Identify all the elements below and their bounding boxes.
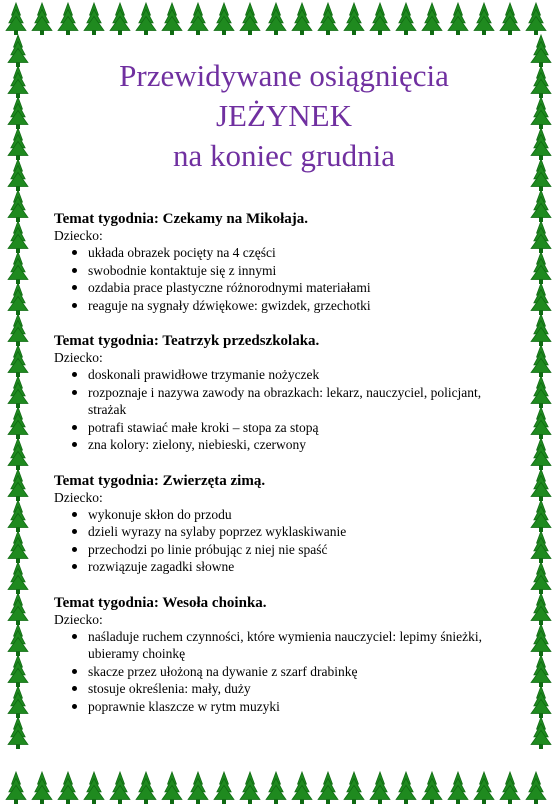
list-item: zna kolory: zielony, niebieski, czerwony [88,436,514,454]
tree-icon [8,593,28,625]
tree-icon [531,252,551,284]
tree-icon [531,128,551,160]
tree-icon [474,3,494,35]
tree-icon [531,97,551,129]
list-item: poprawnie klaszcze w rytm muzyki [88,698,514,716]
list-item: stosuje określenia: mały, duży [88,680,514,698]
tree-icon [292,3,312,35]
achievement-list [54,244,514,314]
tree-icon [188,772,208,804]
achievement-list [54,366,514,454]
tree-icon [531,686,551,718]
achievement-list [54,506,514,576]
tree-icon [8,376,28,408]
tree-icon [8,562,28,594]
tree-icon [531,531,551,563]
section-heading: Temat tygodnia: Wesoła choinka. [54,594,267,611]
tree-icon [448,772,468,804]
tree-icon [8,159,28,191]
tree-icon [8,314,28,346]
list-item: naśladuje ruchem czynności, które wymienia nauczyciel: lepimy śnieżki, ubieramy choinkę [88,628,514,663]
tree-icon [344,772,364,804]
tree-icon [32,772,52,804]
list-item: ozdabia prace plastyczne różnorodnymi materiałami [88,279,514,297]
tree-icon [531,190,551,222]
tree-icon [344,3,364,35]
achievement-list [54,628,514,716]
tree-icon [531,35,551,67]
tree-icon [531,593,551,625]
title-line-2: JEŻYNEK [215,98,353,133]
tree-icon [266,772,286,804]
tree-icon [8,283,28,315]
tree-icon [318,3,338,35]
tree-icon [84,3,104,35]
tree-icon [8,407,28,439]
tree-icon [396,772,416,804]
tree-icon [531,376,551,408]
tree-icon [8,500,28,532]
list-item: rozwiązuje zagadki słowne [88,558,514,576]
tree-icon [214,3,234,35]
tree-icon [8,531,28,563]
tree-icon [32,3,52,35]
tree-icon [531,221,551,253]
tree-icon [6,3,26,35]
tree-icon [6,772,26,804]
tree-icon [266,3,286,35]
tree-icon [531,562,551,594]
tree-icon [110,772,130,804]
tree-icon [531,66,551,98]
page-title [54,56,514,176]
tree-icon [474,772,494,804]
tree-icon [531,469,551,501]
list-item: skacze przez ułożoną na dywanie z szarf drabinkę [88,663,514,681]
tree-icon [84,772,104,804]
tree-icon [110,3,130,35]
list-item: dzieli wyrazy na sylaby poprzez wyklaskiwanie [88,523,514,541]
tree-icon [531,283,551,315]
tree-icon [58,772,78,804]
title-line-1: Przewidywane osiągnięcia [119,58,449,93]
week-section-4 [54,594,514,716]
tree-icon [8,624,28,656]
list-item: wykonuje skłon do przodu [88,506,514,524]
tree-icon [422,772,442,804]
tree-icon [531,438,551,470]
week-section-1 [54,210,514,314]
tree-icon [526,3,546,35]
tree-icon [136,3,156,35]
tree-icon [8,469,28,501]
week-section-2 [54,332,514,454]
tree-icon [8,438,28,470]
tree-icon [8,686,28,718]
tree-icon [531,717,551,749]
section-lead: Dziecko: [54,611,103,627]
list-item: rozpoznaje i nazywa zawody na obrazkach: lekarz, nauczyciel, policjant, strażak [88,384,514,419]
list-item: przechodzi po linie próbując z niej nie spaść [88,541,514,559]
tree-icon [240,3,260,35]
tree-icon [526,772,546,804]
tree-icon [162,3,182,35]
list-item: doskonali prawidłowe trzymanie nożyczek [88,366,514,384]
tree-icon [370,772,390,804]
list-item: układa obrazek pocięty na 4 części [88,244,514,262]
tree-icon [240,772,260,804]
tree-icon [531,345,551,377]
tree-icon [162,772,182,804]
tree-icon [58,3,78,35]
tree-icon [531,624,551,656]
tree-icon [531,500,551,532]
document-body [54,56,514,733]
tree-icon [136,772,156,804]
list-item: swobodnie kontaktuje się z innymi [88,262,514,280]
tree-icon [8,345,28,377]
section-lead: Dziecko: [54,350,103,365]
tree-icon [214,772,234,804]
tree-icon [448,3,468,35]
week-section-3 [54,472,514,576]
tree-icon [8,97,28,129]
list-item: reaguje na sygnały dźwiękowe: gwizdek, grzechotki [88,297,514,315]
section-lead: Dziecko: [54,489,103,505]
tree-icon [8,35,28,67]
tree-icon [370,3,390,35]
tree-icon [292,772,312,804]
tree-icon [531,407,551,439]
section-heading: Temat tygodnia: Teatrzyk przedszkolaka. [54,333,320,349]
section-heading: Temat tygodnia: Zwierzęta zimą. [54,472,266,489]
tree-icon [8,717,28,749]
tree-icon [531,314,551,346]
tree-icon [8,190,28,222]
tree-icon [396,3,416,35]
tree-icon [188,3,208,35]
tree-icon [8,128,28,160]
tree-icon [8,252,28,284]
tree-icon [422,3,442,35]
tree-icon [8,655,28,687]
tree-icon [531,159,551,191]
tree-icon [531,655,551,687]
section-lead: Dziecko: [54,228,103,243]
tree-icon [8,66,28,98]
title-line-3: na koniec grudnia [172,138,396,173]
tree-icon [318,772,338,804]
tree-icon [8,221,28,253]
tree-icon [500,772,520,804]
section-heading: Temat tygodnia: Czekamy na Mikołaja. [54,211,309,227]
list-item: potrafi stawiać małe kroki – stopa za stopą [88,419,514,437]
tree-icon [500,3,520,35]
